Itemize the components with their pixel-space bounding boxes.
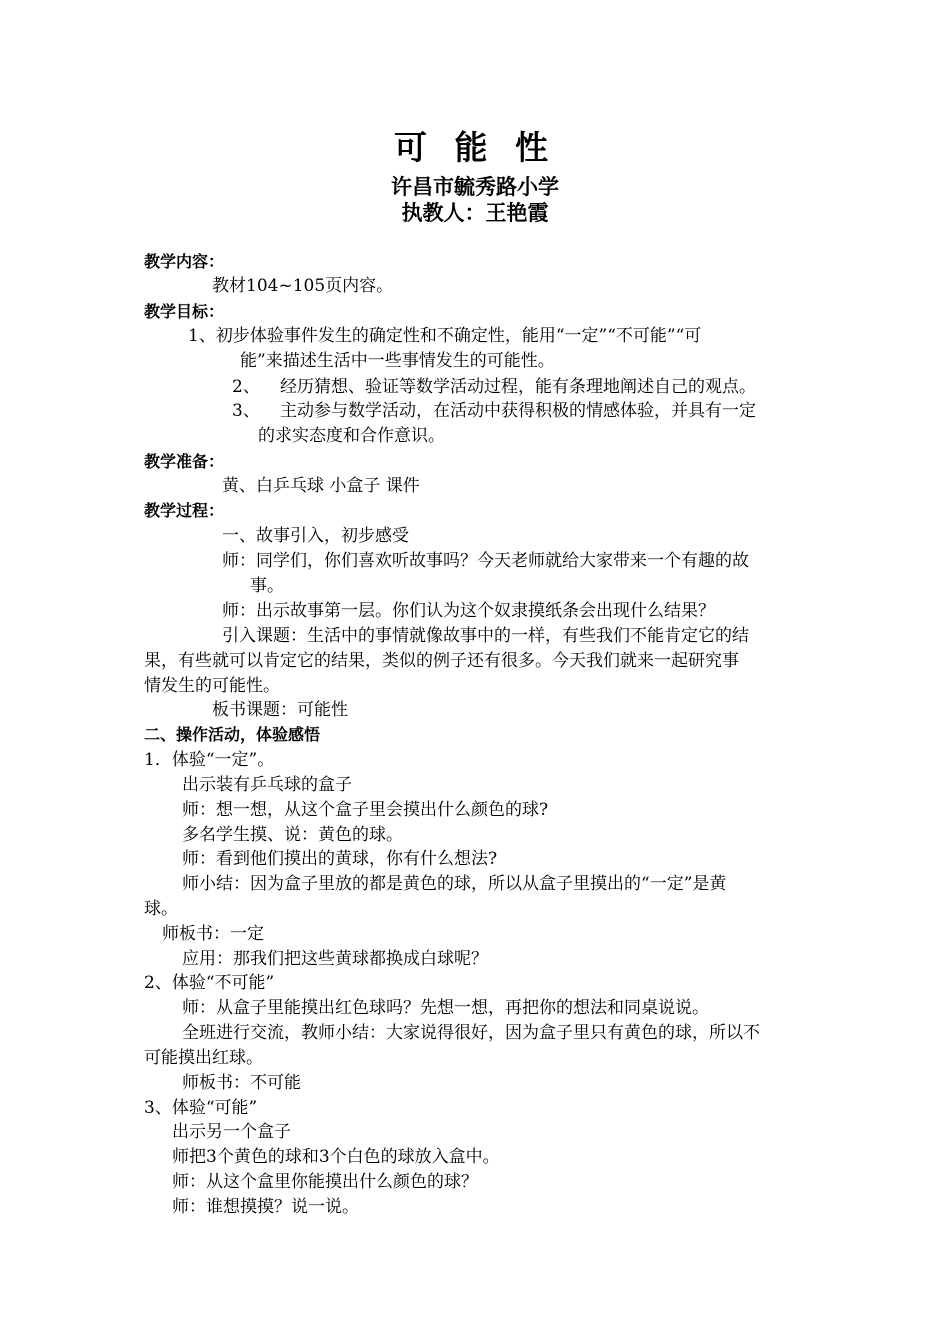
prep-text: 黄、白乒乓球 小盒子 课件	[222, 476, 420, 496]
experience-1-line-6: 师板书：一定	[162, 924, 264, 944]
process-para-3-line-2: 果，有些就可以肯定它的结果，类似的例子还有很多。今天我们就来一起研究事	[144, 651, 739, 671]
process-para-2: 师：出示故事第一层。你们认为这个奴隶摸纸条会出现什么结果？	[222, 601, 715, 621]
content-text: 教材104~105页内容。	[212, 276, 394, 296]
experience-1-line-5b: 球。	[144, 899, 178, 919]
process-heading: 教学过程：	[144, 501, 225, 520]
experience-1-line-2: 师：想一想，从这个盒子里会摸出什么颜色的球?	[182, 800, 549, 820]
experience-3-line-3: 师：从这个盒里你能摸出什么颜色的球？	[172, 1172, 478, 1192]
experience-3-line-2: 师把3个黄色的球和3个白色的球放入盒中。	[172, 1147, 500, 1167]
school-name: 许昌市毓秀路小学	[391, 175, 559, 199]
experience-1-line-5a: 师小结：因为盒子里放的都是黄色的球，所以从盒子里摸出的“一定”是黄	[182, 874, 727, 894]
section-1-title: 一、故事引入，初步感受	[222, 526, 409, 546]
experience-1-title: 1．体验“一定”。	[144, 750, 275, 770]
process-para-1-line-2: 事。	[250, 576, 284, 596]
process-para-3-line-1: 引入课题：生活中的事情就像故事中的一样，有些我们不能肯定它的结	[222, 626, 749, 646]
teacher-name: 执教人：王艳霞	[401, 201, 549, 225]
goal-1-line-1: 1、初步体验事件发生的确定性和不确定性，能用“一定”“不可能”“可	[188, 326, 702, 346]
content-heading: 教学内容：	[144, 252, 225, 271]
goal-2-number: 2、	[232, 377, 260, 397]
experience-2-line-2a: 全班进行交流，教师小结：大家说得很好，因为盒子里只有黄色的球，所以不	[182, 1023, 760, 1043]
goal-3-number: 3、	[232, 401, 260, 421]
section-2-title: 二、操作活动，体验感悟	[144, 725, 321, 744]
experience-1-line-1: 出示装有乒乓球的盒子	[182, 775, 352, 795]
experience-2-title: 2、体验“不可能”	[144, 973, 275, 993]
experience-3-line-4: 师：谁想摸摸？说一说。	[172, 1197, 359, 1217]
goal-2-text: 经历猜想、验证等数学活动过程，能有条理地阐述自己的观点。	[280, 377, 756, 397]
goal-3-line-2: 的求实态度和合作意识。	[258, 426, 445, 446]
experience-2-line-3: 师板书：不可能	[182, 1073, 301, 1093]
experience-3-line-1: 出示另一个盒子	[172, 1122, 291, 1142]
experience-2-line-2b: 可能摸出红球。	[144, 1048, 263, 1068]
goal-1-line-2: 能”来描述生活中一些事情发生的可能性。	[240, 351, 555, 371]
experience-1-line-3: 多名学生摸、说：黄色的球。	[182, 825, 403, 845]
page-title: 可 能 性	[394, 128, 556, 167]
goals-heading: 教学目标：	[144, 302, 225, 321]
process-para-1-line-1: 师：同学们，你们喜欢听故事吗？今天老师就给大家带来一个有趣的故	[222, 551, 749, 571]
experience-3-title: 3、体验“可能”	[144, 1098, 258, 1118]
prep-heading: 教学准备：	[144, 452, 225, 471]
experience-2-line-1: 师：从盒子里能摸出红色球吗？先想一想，再把你的想法和同桌说说。	[182, 998, 709, 1018]
experience-1-line-7: 应用：那我们把这些黄球都换成白球呢？	[182, 949, 488, 969]
process-para-4: 板书课题：可能性	[212, 700, 348, 720]
goal-3-line-1: 主动参与数学活动，在活动中获得积极的情感体验，并具有一定	[280, 401, 756, 421]
experience-1-line-4: 师：看到他们摸出的黄球，你有什么想法?	[182, 849, 498, 869]
process-para-3-line-3: 情发生的可能性。	[144, 676, 280, 696]
